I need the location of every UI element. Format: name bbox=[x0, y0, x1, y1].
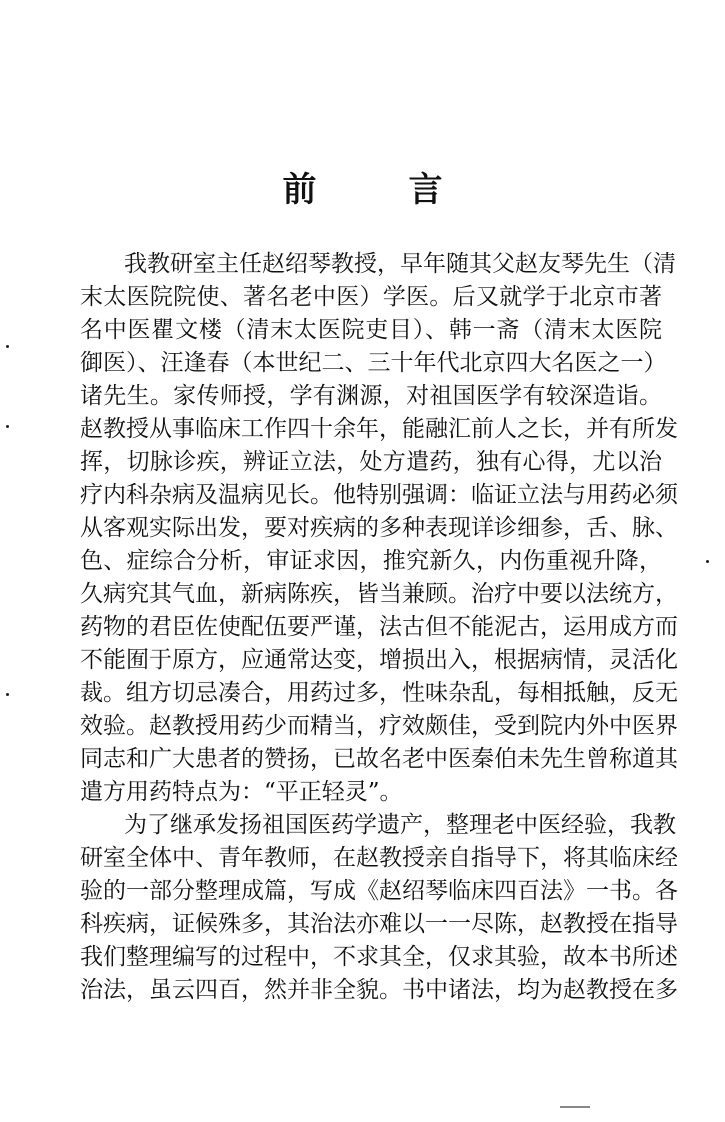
text-line: 研室全体中、青年教师，在赵教授亲自指导下，将其临床经 bbox=[80, 845, 678, 871]
page-title bbox=[0, 162, 725, 211]
scan-speck bbox=[560, 1106, 590, 1108]
text-line: 遣方用药特点为：“平正轻灵”。 bbox=[80, 779, 403, 805]
title-char-2: 言 bbox=[408, 170, 443, 210]
text-line: 药物的君臣佐使配伍要严谨，法古但不能泥古，运用成方而 bbox=[80, 614, 678, 640]
text-line: 赵教授从事临床工作四十余年，能融汇前人之长，并有所发 bbox=[80, 416, 678, 442]
text-line: 御医）、汪逢春（本世纪二、三十年代北京四大名医之一） bbox=[80, 350, 667, 376]
text-line: 验的一部分整理成篇，写成《赵绍琴临床四百法》一书。各 bbox=[80, 878, 678, 904]
text-line: 我教研室主任赵绍琴教授，早年随其父赵友琴先生（清 bbox=[124, 251, 676, 277]
text-line: 末太医院院使、著名老中医）学医。后又就学于北京市著 bbox=[80, 284, 662, 310]
text-line: 治法，虽云四百，然并非全貌。书中诸法，均为赵教授在多 bbox=[80, 977, 678, 1003]
text-line: 科疾病，证候殊多，其治法亦难以一一尽陈，赵教授在指导 bbox=[80, 911, 678, 937]
text-line: 我们整理编写的过程中，不求其全，仅求其验，故本书所述 bbox=[80, 944, 678, 970]
scan-speck bbox=[706, 560, 709, 563]
text-line: 疗内科杂病及温病见长。他特别强调：临证立法与用药必须 bbox=[80, 482, 678, 508]
scan-speck bbox=[6, 693, 9, 696]
text-line: 挥，切脉诊疾，辨证立法，处方遣药，独有心得，尤以治 bbox=[80, 449, 662, 475]
title-char-1: 前 bbox=[282, 170, 317, 210]
text-line: 同志和广大患者的赞扬，已故名老中医秦伯未先生曾称道其 bbox=[80, 746, 678, 772]
preface-body bbox=[80, 248, 678, 1007]
text-line: 为了继承发扬祖国医药学遗产，整理老中医经验，我教 bbox=[124, 812, 676, 838]
text-line: 从客观实际出发，要对疾病的多种表现详诊细参，舌、脉、 bbox=[80, 515, 678, 541]
text-line: 诸先生。家传师授，学有渊源，对祖国医学有较深造诣。 bbox=[80, 383, 662, 409]
text-line: 效验。赵教授用药少而精当，疗效颇佳，受到院内外中医界 bbox=[80, 713, 678, 739]
text-line: 名中医瞿文楼（清末太医院吏目）、韩一斋（清末太医院 bbox=[80, 317, 662, 343]
text-line: 色、症综合分析，审证求因，推究新久，内伤重视升降， bbox=[80, 548, 662, 574]
scan-speck bbox=[6, 425, 9, 428]
text-line: 裁。组方切忌凑合，用药过多，性味杂乱，每相抵触，反无 bbox=[80, 680, 678, 706]
text-line: 久病究其气血，新病陈疾，皆当兼顾。治疗中要以法统方， bbox=[80, 581, 678, 607]
text-line: 不能囿于原方，应通常达变，增损出入，根据病情，灵活化 bbox=[80, 647, 678, 673]
scan-speck bbox=[6, 345, 9, 348]
